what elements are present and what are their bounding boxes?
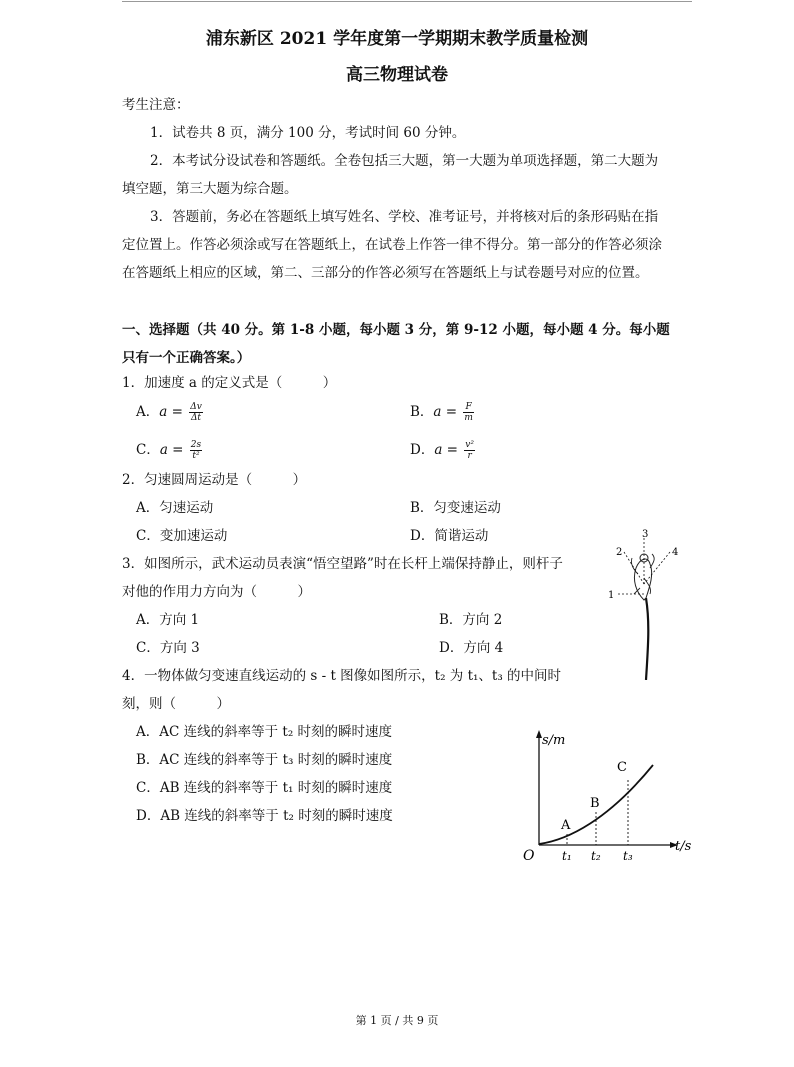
option-label: B． [410, 404, 434, 420]
question-3-option-c: C．方向 3 [136, 640, 200, 656]
fraction-numerator: F [463, 402, 474, 413]
question-3-option-d: D．方向 4 [439, 640, 504, 656]
direction-3-label: 3 [642, 529, 649, 540]
fraction [189, 402, 203, 423]
y-axis-label: s/m [542, 733, 566, 748]
t2-label: t₂ [591, 849, 601, 863]
formula-lhs: a = [433, 404, 462, 420]
option-label: C． [136, 442, 160, 458]
question-1-option-d [410, 440, 475, 461]
question-3-option-a: A．方向 1 [136, 612, 200, 628]
formula-lhs: a = [159, 404, 188, 420]
question-2-option-a: A．匀速运动 [136, 500, 214, 516]
origin-label: O [523, 848, 535, 864]
question-2-option-c: C．变加速运动 [136, 528, 228, 544]
fraction-denominator: r [467, 451, 472, 461]
notice-item-3-line-3: 在答题纸上相应的区域，第二、三部分的作答必须写在答题纸上与试卷题号对应的位置。 [122, 265, 649, 281]
point-a-label: A [561, 818, 571, 833]
fraction-numerator: Δv [190, 402, 202, 412]
fraction [464, 440, 475, 461]
question-3-stem-line-2: 对他的作用力方向为（ ） [122, 584, 311, 600]
fraction-numerator: 2s [190, 440, 202, 450]
question-3-option-b: B．方向 2 [439, 612, 503, 628]
question-1-option-c [136, 440, 202, 461]
point-c-label: C [617, 760, 627, 775]
question-1-option-a [136, 402, 203, 423]
exam-title: 浦东新区 2021 学年度第一学期期末教学质量检测 [205, 29, 589, 49]
top-rule [122, 1, 692, 2]
question-1-option-b [410, 402, 474, 423]
notice-item-1: 1．试卷共 8 页，满分 100 分，考试时间 60 分钟。 [150, 125, 466, 141]
question-1-stem: 1．加速度 a 的定义式是（ ） [122, 375, 337, 391]
question-4-option-a: A．AC 连线的斜率等于 t₂ 时刻的瞬时速度 [136, 724, 393, 740]
direction-4-label: 4 [672, 547, 679, 558]
point-b-label: B [590, 796, 600, 811]
notice-item-2-line-1: 2．本考试分设试卷和答题纸。全卷包括三大题，第一大题为单项选择题，第二大题为 [150, 153, 659, 169]
fraction-denominator: Δt [190, 413, 202, 423]
question-4-option-d: D．AB 连线的斜率等于 t₂ 时刻的瞬时速度 [136, 808, 393, 824]
fraction [190, 440, 202, 461]
t3-label: t₃ [623, 849, 633, 863]
question-3-stem-line-1: 3．如图所示，武术运动员表演“悟空望路”时在长杆上端保持静止，则杆子 [122, 556, 563, 572]
formula-lhs: a = [159, 442, 188, 458]
notice-item-2-line-2: 填空题，第三大题为综合题。 [122, 181, 298, 197]
section-1-heading-line-2: 只有一个正确答案。） [122, 350, 251, 366]
section-1-heading-line-1: 一、选择题（共 40 分。第 1-8 小题，每小题 3 分，第 9-12 小题，每小题 4 分。每小题 [122, 322, 670, 338]
question-4-option-b: B．AC 连线的斜率等于 t₃ 时刻的瞬时速度 [136, 752, 393, 768]
t1-label: t₁ [562, 849, 572, 863]
fraction-denominator: m [464, 413, 473, 423]
question-2-option-b: B．匀变速运动 [410, 500, 501, 516]
fraction-denominator: t² [192, 451, 200, 461]
question-4-stem-line-2: 刻，则（ ） [122, 696, 230, 712]
notice-item-3-line-1: 3．答题前，务必在答题纸上填写姓名、学校、准考证号，并将核对后的条形码贴在指 [150, 209, 659, 225]
martial-artist-pole-figure [600, 528, 686, 680]
exam-subtitle: 高三物理试卷 [346, 65, 448, 85]
fraction [463, 402, 474, 423]
s-t-graph [518, 728, 698, 868]
fraction-numerator: v² [465, 440, 474, 450]
direction-2-label: 2 [616, 547, 623, 558]
pole [646, 598, 648, 680]
notice-heading: 考生注意： [122, 97, 190, 113]
question-2-stem: 2．匀速圆周运动是（ ） [122, 472, 307, 488]
direction-1-label: 1 [608, 590, 615, 601]
question-4-option-c: C．AB 连线的斜率等于 t₁ 时刻的瞬时速度 [136, 780, 393, 796]
x-axis-label: t/s [675, 839, 692, 854]
notice-item-3-line-2: 定位置上。作答必须涂或写在答题纸上，在试卷上作答一律不得分。第一部分的作答必须涂 [122, 237, 662, 253]
question-4-stem-line-1: 4．一物体做匀变速直线运动的 s - t 图像如图所示，t₂ 为 t₁、t₃ 的中间时 [122, 668, 562, 684]
option-label: A． [136, 404, 160, 420]
page-footer: 第 1 页 / 共 9 页 [355, 1014, 439, 1027]
formula-lhs: a = [434, 442, 463, 458]
option-label: D． [410, 442, 435, 458]
question-2-option-d: D．简谐运动 [410, 528, 489, 544]
